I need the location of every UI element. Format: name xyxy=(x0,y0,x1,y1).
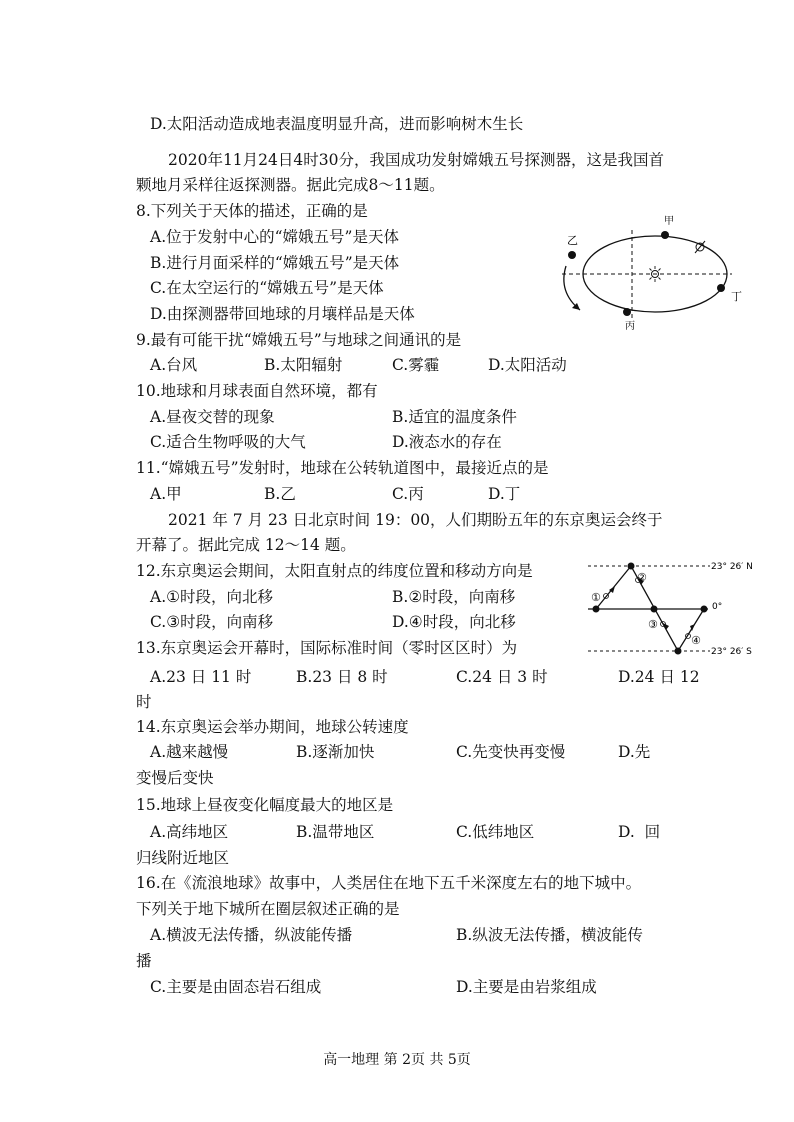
q11-option-b[interactable]: B.乙 xyxy=(264,485,296,503)
q14-option-c[interactable]: C.先变快再变慢 xyxy=(456,743,566,761)
orbit-figure xyxy=(550,208,750,336)
orbit-point-yi xyxy=(568,251,576,259)
q12-option-c[interactable]: C.③时段，向南移 xyxy=(150,613,274,631)
q16-option-d[interactable]: D.主要是由岩浆组成 xyxy=(456,978,597,996)
q13-option-d[interactable]: D.24 日 12 xyxy=(618,668,700,686)
south-tropic-label: 23° 26′ S xyxy=(711,647,752,657)
period-label-4: ④ xyxy=(691,634,701,647)
q16-option-b-wrap: 播 xyxy=(136,952,152,970)
q12-option-d[interactable]: D.④时段，向北移 xyxy=(392,613,516,631)
q8-stem: 8.下列关于天体的描述，正确的是 xyxy=(136,202,368,220)
period-label-1: ① xyxy=(591,591,601,604)
q16-option-b[interactable]: B.纵波无法传播，横波能传 xyxy=(456,926,643,944)
q12-stem: 12.东京奥运会期间，太阳直射点的纬度位置和移动方向是 xyxy=(136,562,533,580)
q15-stem: 15.地球上昼夜变化幅度最大的地区是 xyxy=(136,796,394,814)
path-point-sept xyxy=(651,606,658,613)
q14-option-d-wrap: 变慢后变快 xyxy=(136,769,214,787)
q14-option-d[interactable]: D.先 xyxy=(618,743,651,761)
q13-option-d-wrap: 时 xyxy=(136,693,152,711)
q9-option-d[interactable]: D.太阳活动 xyxy=(488,356,567,374)
q14-option-a[interactable]: A.越来越慢 xyxy=(150,743,229,761)
q10-stem: 10.地球和月球表面自然环境，都有 xyxy=(136,382,378,400)
q8-option-c[interactable]: C.在太空运行的“嫦娥五号”是天体 xyxy=(150,279,384,297)
intro2-line2: 开幕了。据此完成 12～14 题。 xyxy=(136,536,356,554)
sun-direct-point-figure xyxy=(582,556,772,660)
q9-option-b[interactable]: B.太阳辐射 xyxy=(264,356,343,374)
north-tropic-label: 23° 26′ N xyxy=(711,562,753,572)
path-point-start xyxy=(593,606,600,613)
q15-option-d-wrap: 归线附近地区 xyxy=(136,849,230,867)
path-point-june xyxy=(628,563,635,570)
q15-option-d[interactable]: D. 回 xyxy=(618,823,661,841)
q9-stem: 9.最有可能干扰“嫦娥五号”与地球之间通讯的是 xyxy=(136,331,462,349)
q15-option-a[interactable]: A.高纬地区 xyxy=(150,823,229,841)
q16-stem-line1: 16.在《流浪地球》故事中，人类居住在地下五千米深度左右的地下城中。 xyxy=(136,874,642,892)
q10-option-c[interactable]: C.适合生物呼吸的大气 xyxy=(150,433,306,451)
equator-label: 0° xyxy=(712,602,723,612)
q13-option-a[interactable]: A.23 日 11 时 xyxy=(150,668,252,686)
q11-option-a[interactable]: A.甲 xyxy=(150,485,182,503)
orbit-label-ding: 丁 xyxy=(731,290,742,303)
path-point-dec xyxy=(675,648,682,655)
orbit-point-jia xyxy=(661,231,669,239)
intro1-line2: 颗地月采样往返探测器。据此完成8～11题。 xyxy=(136,176,445,194)
period-label-3: ③ xyxy=(648,618,658,631)
orbit-label-yi: 乙 xyxy=(567,234,578,247)
page-footer: 高一地理 第 2页 共 5页 xyxy=(323,1052,471,1068)
orbit-label-bing: 丙 xyxy=(625,321,635,332)
q9-option-a[interactable]: A.台风 xyxy=(150,356,198,374)
q11-option-c[interactable]: C.丙 xyxy=(392,485,424,503)
q8-option-d[interactable]: D.由探测器带回地球的月壤样品是天体 xyxy=(150,305,415,323)
prev-option-d: D.太阳活动造成地表温度明显升高，进而影响树木生长 xyxy=(150,115,524,133)
q16-stem-line2: 下列关于地下城所在圈层叙述正确的是 xyxy=(136,900,400,918)
q11-stem: 11.“嫦娥五号”发射时，地球在公转轨道图中，最接近点的是 xyxy=(136,459,549,477)
q10-option-b[interactable]: B.适宜的温度条件 xyxy=(392,408,517,426)
q12-option-b[interactable]: B.②时段，向南移 xyxy=(392,588,516,606)
q8-option-a[interactable]: A.位于发射中心的“嫦娥五号”是天体 xyxy=(150,228,399,246)
q11-option-d[interactable]: D.丁 xyxy=(488,485,521,503)
q13-option-c[interactable]: C.24 日 3 时 xyxy=(456,668,548,686)
orbit-point-bing xyxy=(623,308,631,316)
q13-stem: 13.东京奥运会开幕时，国际标准时间（零时区区时）为 xyxy=(136,639,518,657)
q15-option-c[interactable]: C.低纬地区 xyxy=(456,823,535,841)
orbit-label-jia: 甲 xyxy=(664,216,674,227)
q10-option-a[interactable]: A.昼夜交替的现象 xyxy=(150,408,275,426)
q10-option-d[interactable]: D.液态水的存在 xyxy=(392,433,502,451)
q8-option-b[interactable]: B.进行月面采样的“嫦娥五号”是天体 xyxy=(150,254,400,272)
orbit-point-ding xyxy=(717,284,725,292)
q16-option-a[interactable]: A.横波无法传播，纵波能传播 xyxy=(150,926,353,944)
q14-stem: 14.东京奥运会举办期间，地球公转速度 xyxy=(136,718,409,736)
rotation-arrow xyxy=(564,266,580,310)
intro2-line1: 2021 年 7 月 23 日北京时间 19：00，人们期盼五年的东京奥运会终于 xyxy=(168,511,663,529)
q13-option-b[interactable]: B.23 日 8 时 xyxy=(296,668,388,686)
path-point-end xyxy=(701,606,708,613)
period-label-2: ② xyxy=(637,571,647,584)
q16-option-c[interactable]: C.主要是由固态岩石组成 xyxy=(150,978,322,996)
q9-option-c[interactable]: C.雾霾 xyxy=(392,356,440,374)
q12-option-a[interactable]: A.①时段，向北移 xyxy=(150,588,274,606)
intro1-line1: 2020年11月24日4时30分，我国成功发射嫦娥五号探测器，这是我国首 xyxy=(168,151,664,169)
q15-option-b[interactable]: B.温带地区 xyxy=(296,823,375,841)
q14-option-b[interactable]: B.逐渐加快 xyxy=(296,743,375,761)
